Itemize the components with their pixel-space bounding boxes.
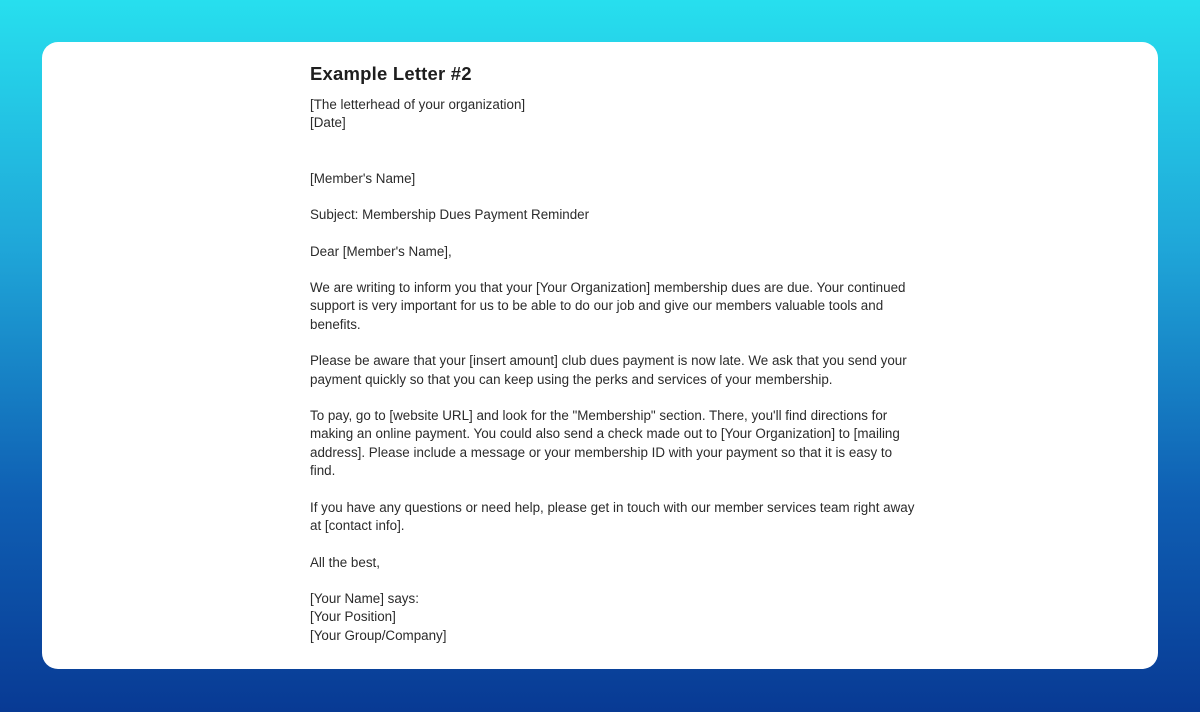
letter-body [310,62,920,645]
member-name-placeholder: [Member's Name] [310,170,416,186]
signature-position: [Your Position] [310,609,396,625]
date-placeholder: [Date] [310,115,346,131]
closing: All the best, [310,554,380,570]
subject-line: Subject: Membership Dues Payment Reminder [310,207,590,223]
paragraph-payment-instructions: To pay, go to [website URL] and look for the "Membership" section. There, you'll find directions for making an online payment. You could also send a check made out to [Your Organization] to [mailing address]. Please include a message or your membership ID with your payment so that it is easy to find. [310,408,900,479]
paragraph-late-notice: Please be aware that your [insert amount] club dues payment is now late. We ask that you send your payment quickly so that you can keep using the perks and services of your membership. [310,353,907,387]
signature-company: [Your Group/Company] [310,627,447,643]
letter-title: Example Letter #2 [310,63,472,84]
salutation: Dear [Member's Name], [310,243,452,259]
letterhead-placeholder: [The letterhead of your organization] [310,97,526,112]
paragraph-contact: If you have any questions or need help, please get in touch with our member services team right away at [contact info]. [310,499,915,534]
letter-card [42,42,1158,669]
paragraph-intro: We are writing to inform you that your [Your Organization] membership dues are due. Your continued support is very important for us to be able to do our job and give our members valuable tools and benefits. [310,280,906,332]
signature-name: [Your Name] says: [310,590,419,606]
